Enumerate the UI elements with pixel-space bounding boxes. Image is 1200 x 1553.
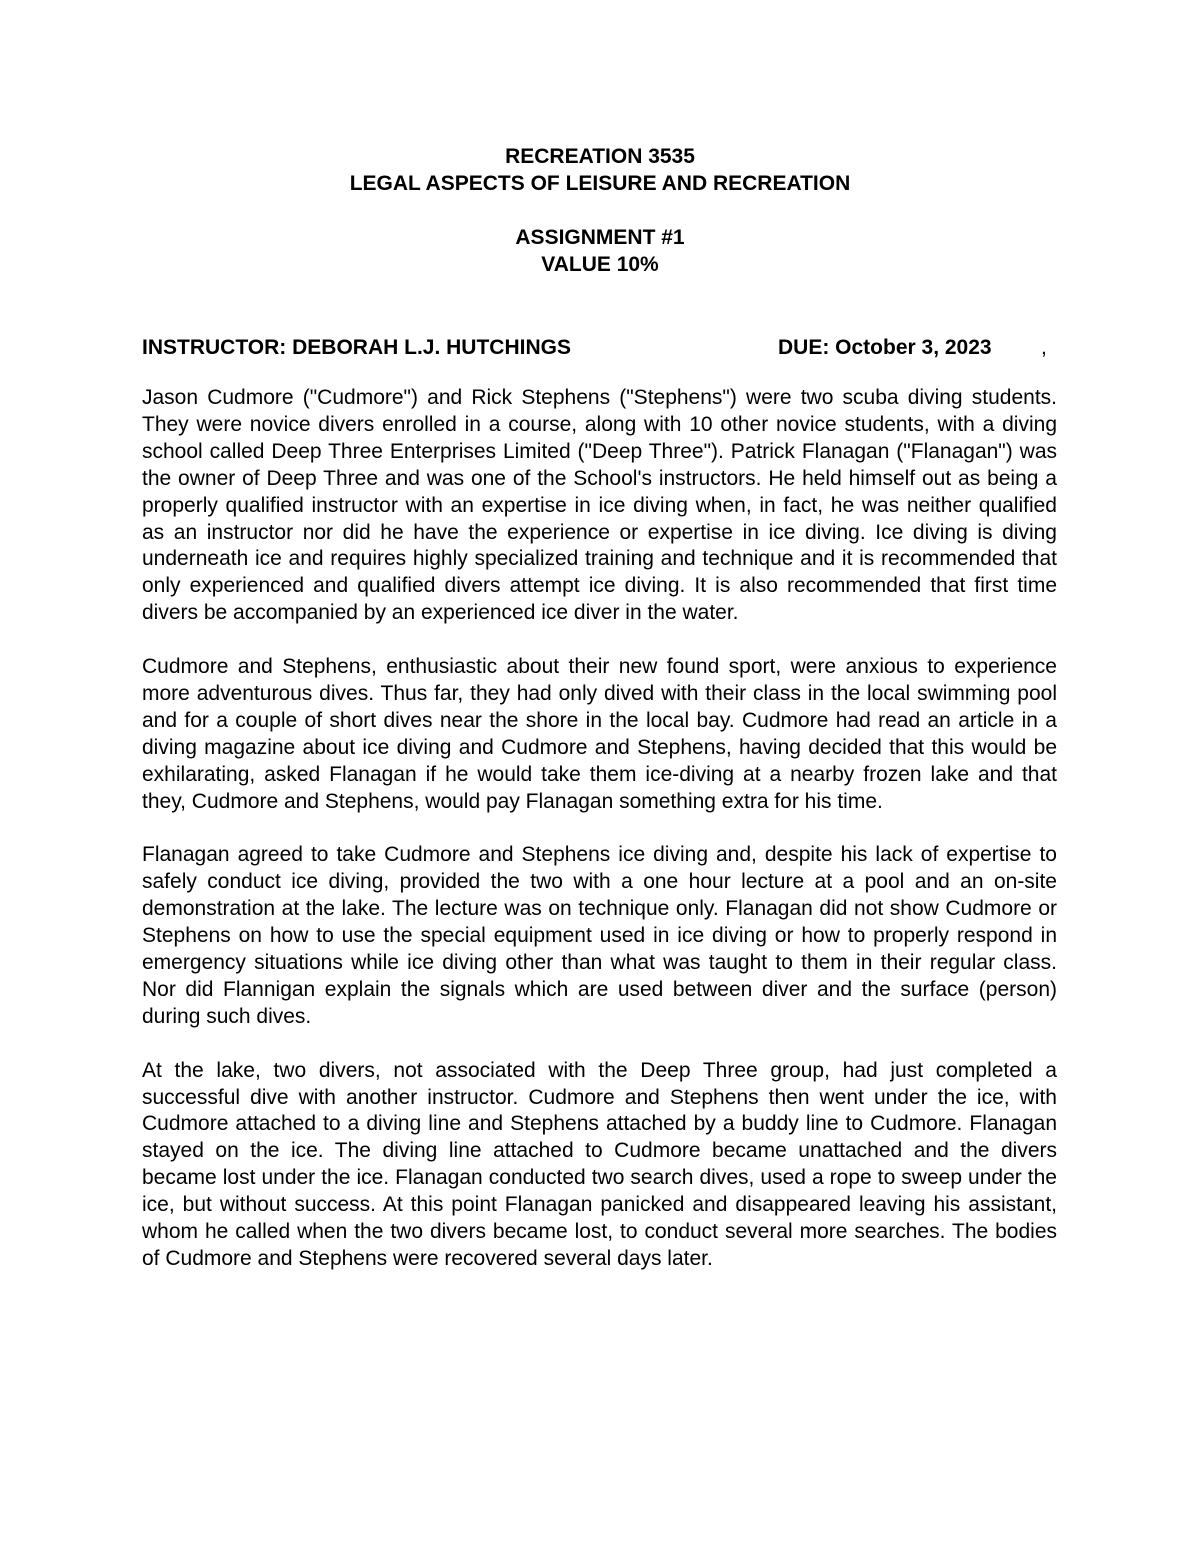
course-code: RECREATION 3535 [505,145,695,168]
paragraph-3: Flanagan agreed to take Cudmore and Stephens ice diving and, despite his lack of expertise to safely conduct ice diving, provided the two with a one hour lecture at a pool and an on-site demonstration at the lake. The lecture was on technique only. Flanagan did not show Cudmore or Stephens on how to use the special equipment used in ice diving or how to properly respond in emergency situations while ice diving other than what was taught to them in their regular class. Nor did Flannigan explain the signals which are used between diver and the surface (person) during such dives. [142,843,1057,1028]
assignment-number: ASSIGNMENT #1 [515,226,685,249]
instructor-due-row [142,334,1062,361]
paragraph-1: Jason Cudmore ("Cudmore") and Rick Stephens ("Stephens") were two scuba diving students. They were novice divers enrolled in a course, along with 10 other novice students, with a diving school called Deep Three Enterprises Limited ("Deep Three"). Patrick Flanagan ("Flanagan") was the owner of Deep Three and was one of the School's instructors. He held himself out as being a properly qualified instructor with an expertise in ice diving when, in fact, he was neither qualified as an instructor nor did he have the experience or expertise in ice diving. Ice diving is diving underneath ice and requires highly specialized training and technique and it is recommended that only experienced and qualified divers attempt ice diving. It is also recommended that first time divers be accompanied by an experienced ice diver in the water. [142,386,1057,625]
document-header [0,143,1200,278]
header-spacer [0,197,1200,224]
paragraph-4: At the lake, two divers, not associated with the Deep Three group, had just completed a successful dive with another instructor. Cudmore and Stephens then went under the ice, with Cudmore attached to a diving line and Stephens attached by a buddy line to Cudmore. Flanagan stayed on the ice. The diving line attached to Cudmore became unattached and the divers became lost under the ice. Flanagan conducted two search dives, used a rope to sweep under the ice, but without success. At this point Flanagan panicked and disappeared leaving his assistant, whom he called when the two divers became lost, to conduct several more searches. The bodies of Cudmore and Stephens were recovered several days later. [142,1058,1057,1270]
due-trailing-mark: , [1041,336,1047,359]
paragraph-2: Cudmore and Stephens, enthusiastic about their new found sport, were anxious to experience more adventurous dives. Thus far, they had only dived with their class in the local swimming pool and for a couple of short dives near the shore in the local bay. Cudmore had read an article in a diving magazine about ice diving and Cudmore and Stephens, having decided that this would be exhilarating, asked Flanagan if he would take them ice-diving at a nearby frozen lake and that they, Cudmore and Stephens, would pay Flanagan something extra for his time. [142,655,1057,813]
course-title: LEGAL ASPECTS OF LEISURE AND RECREATION [349,172,851,195]
instructor-label: INSTRUCTOR: DEBORAH L.J. HUTCHINGS [142,336,571,359]
assignment-body [142,385,1057,1300]
due-date: DUE: October 3, 2023 [778,336,992,359]
assignment-value: VALUE 10% [541,253,659,276]
